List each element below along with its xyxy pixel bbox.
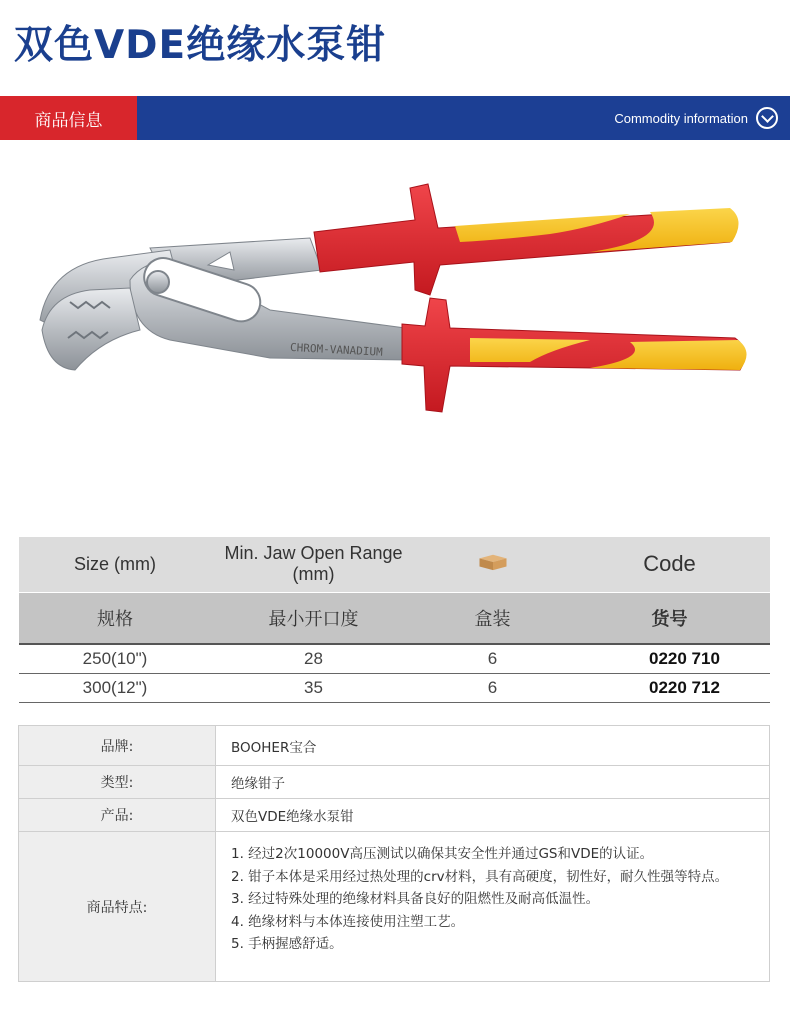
size-cell: 250(10"): [19, 644, 211, 673]
code-header: Code: [569, 537, 770, 592]
table-row: [19, 673, 770, 702]
feature-item: 1. 经过2次10000V高压测试以确保其安全性并通过GS和VDE的认证。: [231, 846, 654, 862]
size-cell: 300(12"): [19, 673, 211, 702]
table-row: [19, 644, 770, 673]
commodity-info-label: Commodity information: [614, 110, 748, 126]
info-row-brand: [19, 726, 770, 766]
spec-header-cn: [19, 592, 770, 644]
code-cell: 0220 710: [569, 644, 770, 673]
size-header-cn: 规格: [19, 592, 211, 644]
spec-table: [19, 537, 770, 703]
info-table: [18, 725, 770, 982]
feature-item: 2. 钳子本体是采用经过热处理的crv材料，具有高硬度，韧性好，耐久性强等特点。: [231, 868, 729, 885]
box-header-cn: 盒装: [416, 592, 569, 644]
brand-value: BOOHER宝合: [216, 726, 770, 766]
features-list: [216, 832, 770, 982]
product-label: 产品:: [19, 799, 216, 832]
code-cell: 0220 712: [569, 673, 770, 702]
pivot-bolt: [147, 271, 169, 293]
type-label: 类型:: [19, 766, 216, 799]
chevron-down-icon: [756, 107, 778, 129]
page-title: 双色VDE绝缘水泵钳: [14, 23, 387, 68]
brand-label: 品牌:: [19, 726, 216, 766]
feature-item: 3. 经过特殊处理的绝缘材料具备良好的阻燃性及耐高低温性。: [231, 891, 600, 907]
info-row-type: [19, 766, 770, 799]
code-header-cn: 货号: [569, 592, 770, 644]
type-value: 绝缘钳子: [216, 766, 770, 799]
size-header: Size (mm): [19, 537, 211, 592]
feature-item: 4. 绝缘材料与本体连接使用注塑工艺。: [231, 913, 465, 930]
feature-item: 5. 手柄握感舒适。: [231, 936, 343, 952]
box-cell: 6: [416, 673, 569, 702]
engraving-text: CHROM-VANADIUM: [289, 340, 384, 359]
jaw-header: Min. Jaw Open Range (mm): [211, 537, 416, 592]
jaw-header-cn: 最小开口度: [211, 592, 416, 644]
carton-box-icon: [476, 553, 510, 571]
product-image: [30, 170, 760, 430]
banner-label: 商品信息: [0, 96, 137, 140]
box-cell: 6: [416, 644, 569, 673]
features-label: 商品特点:: [19, 832, 216, 982]
section-banner: [0, 96, 790, 140]
info-row-features: [19, 832, 770, 982]
jaw-cell: 28: [211, 644, 416, 673]
spec-header-en: [19, 537, 770, 592]
commodity-info-toggle[interactable]: [614, 96, 778, 140]
box-header: [416, 537, 569, 592]
info-row-product: [19, 799, 770, 832]
product-value: 双色VDE绝缘水泵钳: [216, 799, 770, 832]
jaw-cell: 35: [211, 673, 416, 702]
